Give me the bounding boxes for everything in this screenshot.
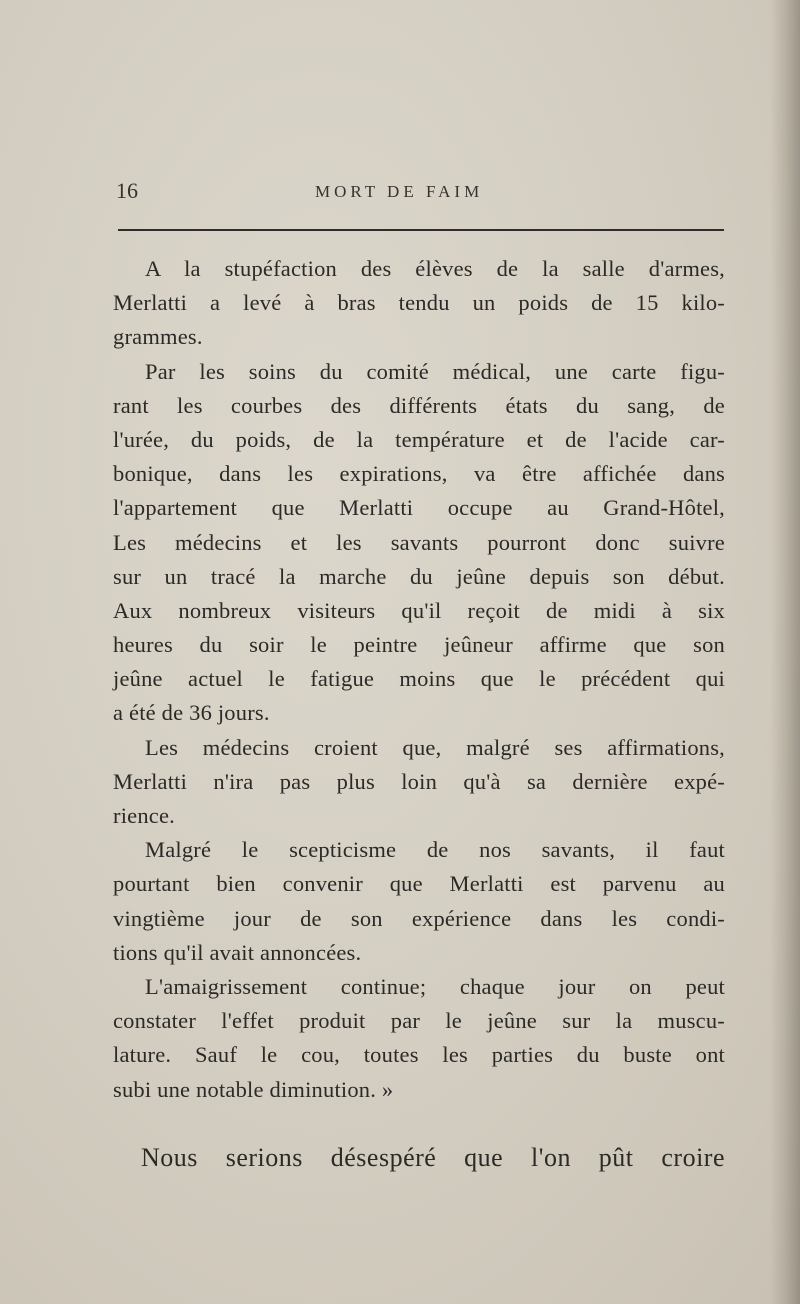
paragraph xyxy=(113,731,725,834)
running-title: MORT DE FAIM xyxy=(315,182,484,201)
text-line: constater l'effet produit par le jeûne sur la muscu- xyxy=(113,1008,725,1034)
text-line: bonique, dans les expirations, va être affichée dans xyxy=(113,461,725,487)
paragraph xyxy=(113,970,725,1107)
text-line: Malgré le scepticisme de nos savants, il faut xyxy=(145,837,725,863)
text-line: l'appartement que Merlatti occupe au Grand-Hôtel, xyxy=(113,495,725,521)
page-header xyxy=(116,178,724,208)
text-line: A la stupéfaction des élèves de la salle d'armes, xyxy=(145,256,725,281)
text-line: Merlatti n'ira pas plus loin qu'à sa dernière expé- xyxy=(113,768,725,794)
paragraph xyxy=(113,252,725,355)
text-line: grammes. xyxy=(113,324,203,350)
text-line: heures du soir le peintre jeûneur affirme que son xyxy=(113,632,725,658)
text-line: Merlatti a levé à bras tendu un poids de 15 kilo- xyxy=(113,290,725,316)
quoted-text-block xyxy=(113,252,725,1107)
text-line: sur un tracé la marche du jeûne depuis son début. xyxy=(113,563,725,589)
text-line: a été de 36 jours. xyxy=(113,700,270,726)
text-line: Par les soins du comité médical, une carte figu- xyxy=(145,358,725,384)
text-line: jeûne actuel le fatigue moins que le précédent qui xyxy=(113,666,725,692)
text-line: l'urée, du poids, de la température et de l'acide car- xyxy=(113,426,725,452)
text-line: L'amaigrissement continue; chaque jour on peut xyxy=(145,973,725,999)
text-line: rant les courbes des différents états du sang, de xyxy=(113,392,725,418)
text-line: tions qu'il avait annoncées. xyxy=(113,939,362,965)
closing-text-line: Nous serions désespéré que l'on pût croire xyxy=(141,1143,725,1172)
page-number: 16 xyxy=(116,178,138,203)
text-line: vingtième jour de son expérience dans les condi- xyxy=(113,905,725,931)
text-line: Aux nombreux visiteurs qu'il reçoit de midi à six xyxy=(113,597,725,623)
text-line: Les médecins croient que, malgré ses affirmations, xyxy=(145,734,725,760)
text-line: Les médecins et les savants pourront donc suivre xyxy=(113,529,725,555)
text-line: subi une notable diminution. » xyxy=(113,1076,394,1102)
text-line: lature. Sauf le cou, toutes les parties du buste ont xyxy=(113,1042,725,1068)
text-line: pourtant bien convenir que Merlatti est parvenu au xyxy=(113,871,725,897)
paragraph xyxy=(113,833,725,970)
paragraph xyxy=(113,355,725,731)
header-rule xyxy=(118,229,724,231)
text-line: rience. xyxy=(113,803,175,828)
